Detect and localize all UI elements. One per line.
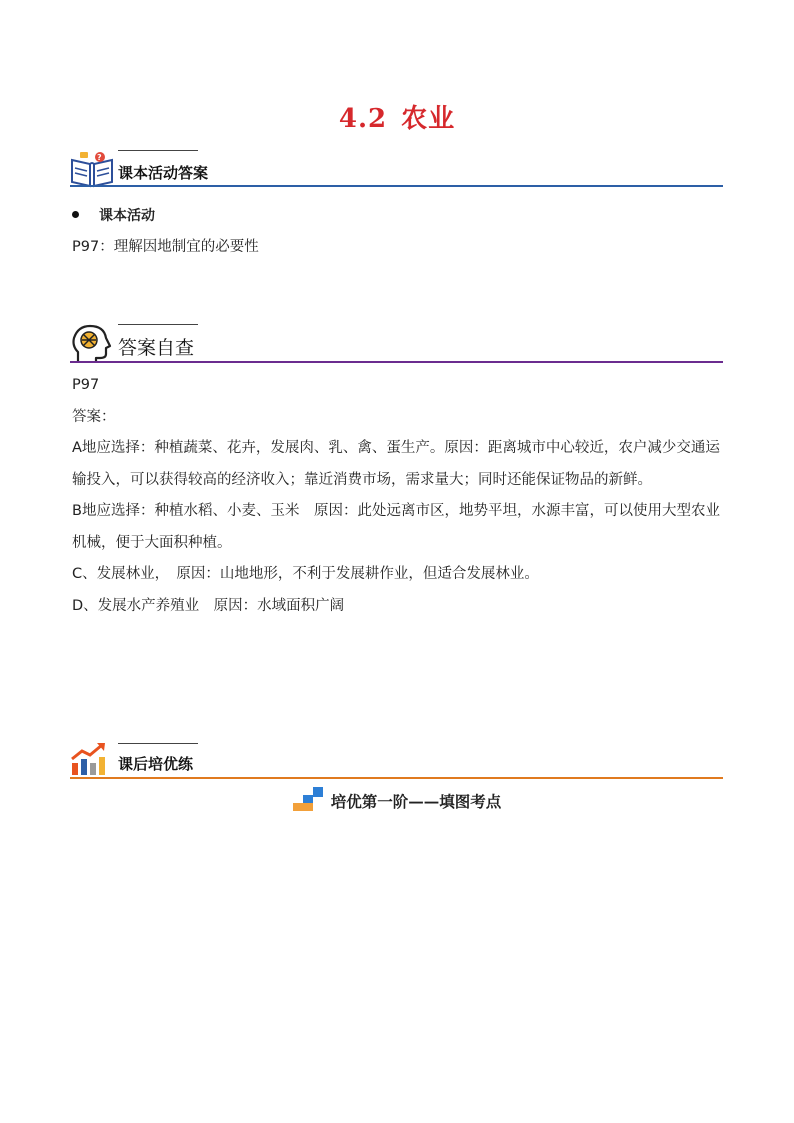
header-accent-line <box>118 150 198 151</box>
section-heading: 答案自查 <box>118 337 195 359</box>
header-accent-line <box>118 743 198 744</box>
section-divider <box>70 361 723 363</box>
section-header-practice <box>70 741 723 787</box>
section-heading: 课后培优练 <box>118 755 194 773</box>
bullet-dot-icon <box>72 211 79 218</box>
stairs-icon <box>293 787 327 811</box>
activity-line: P97：理解因地制宜的必要性 <box>72 239 259 255</box>
subheading-text: 培优第一阶——填图考点 <box>330 792 502 811</box>
title-number: 4.2 <box>338 104 388 134</box>
section-heading: 课本活动答案 <box>118 164 209 182</box>
bullet-item <box>72 205 155 225</box>
section-divider <box>70 185 723 187</box>
svg-text:?: ? <box>97 153 102 162</box>
answer-body <box>72 370 720 622</box>
section-header-textbook <box>70 148 723 194</box>
section-header-answers <box>70 318 723 364</box>
page-title <box>0 98 794 135</box>
section-divider <box>70 777 723 779</box>
title-text: 农业 <box>401 104 456 134</box>
answer-line: P97 <box>72 377 100 393</box>
growth-chart-icon <box>70 741 108 777</box>
answer-line: D、发展水产养殖业 原因：水域面积广阔 <box>72 597 345 614</box>
answer-line: 答案： <box>72 408 116 425</box>
answer-line: B地应选择：种植水稻、小麦、玉米 原因：此处远离市区，地势平坦，水源丰富，可以使用大型农业机械，便于大面积种植。 <box>72 503 720 551</box>
header-accent-line <box>118 324 198 325</box>
bullet-text: 课本活动 <box>99 208 155 224</box>
answer-line: C、发展林业， 原因：山地地形，不利于发展耕作业，但适合发展林业。 <box>72 566 539 582</box>
practice-subheading <box>0 790 794 815</box>
open-book-icon <box>70 150 114 190</box>
answer-line: A地应选择：种植蔬菜、花卉，发展肉、乳、禽、蛋生产。原因：距离城市中心较近，农户减少交通运输投入，可以获得较高的经济收入；靠近消费市场，需求量大；同时还能保证物品的新鲜。 <box>72 440 720 488</box>
head-thinking-icon <box>70 322 112 366</box>
